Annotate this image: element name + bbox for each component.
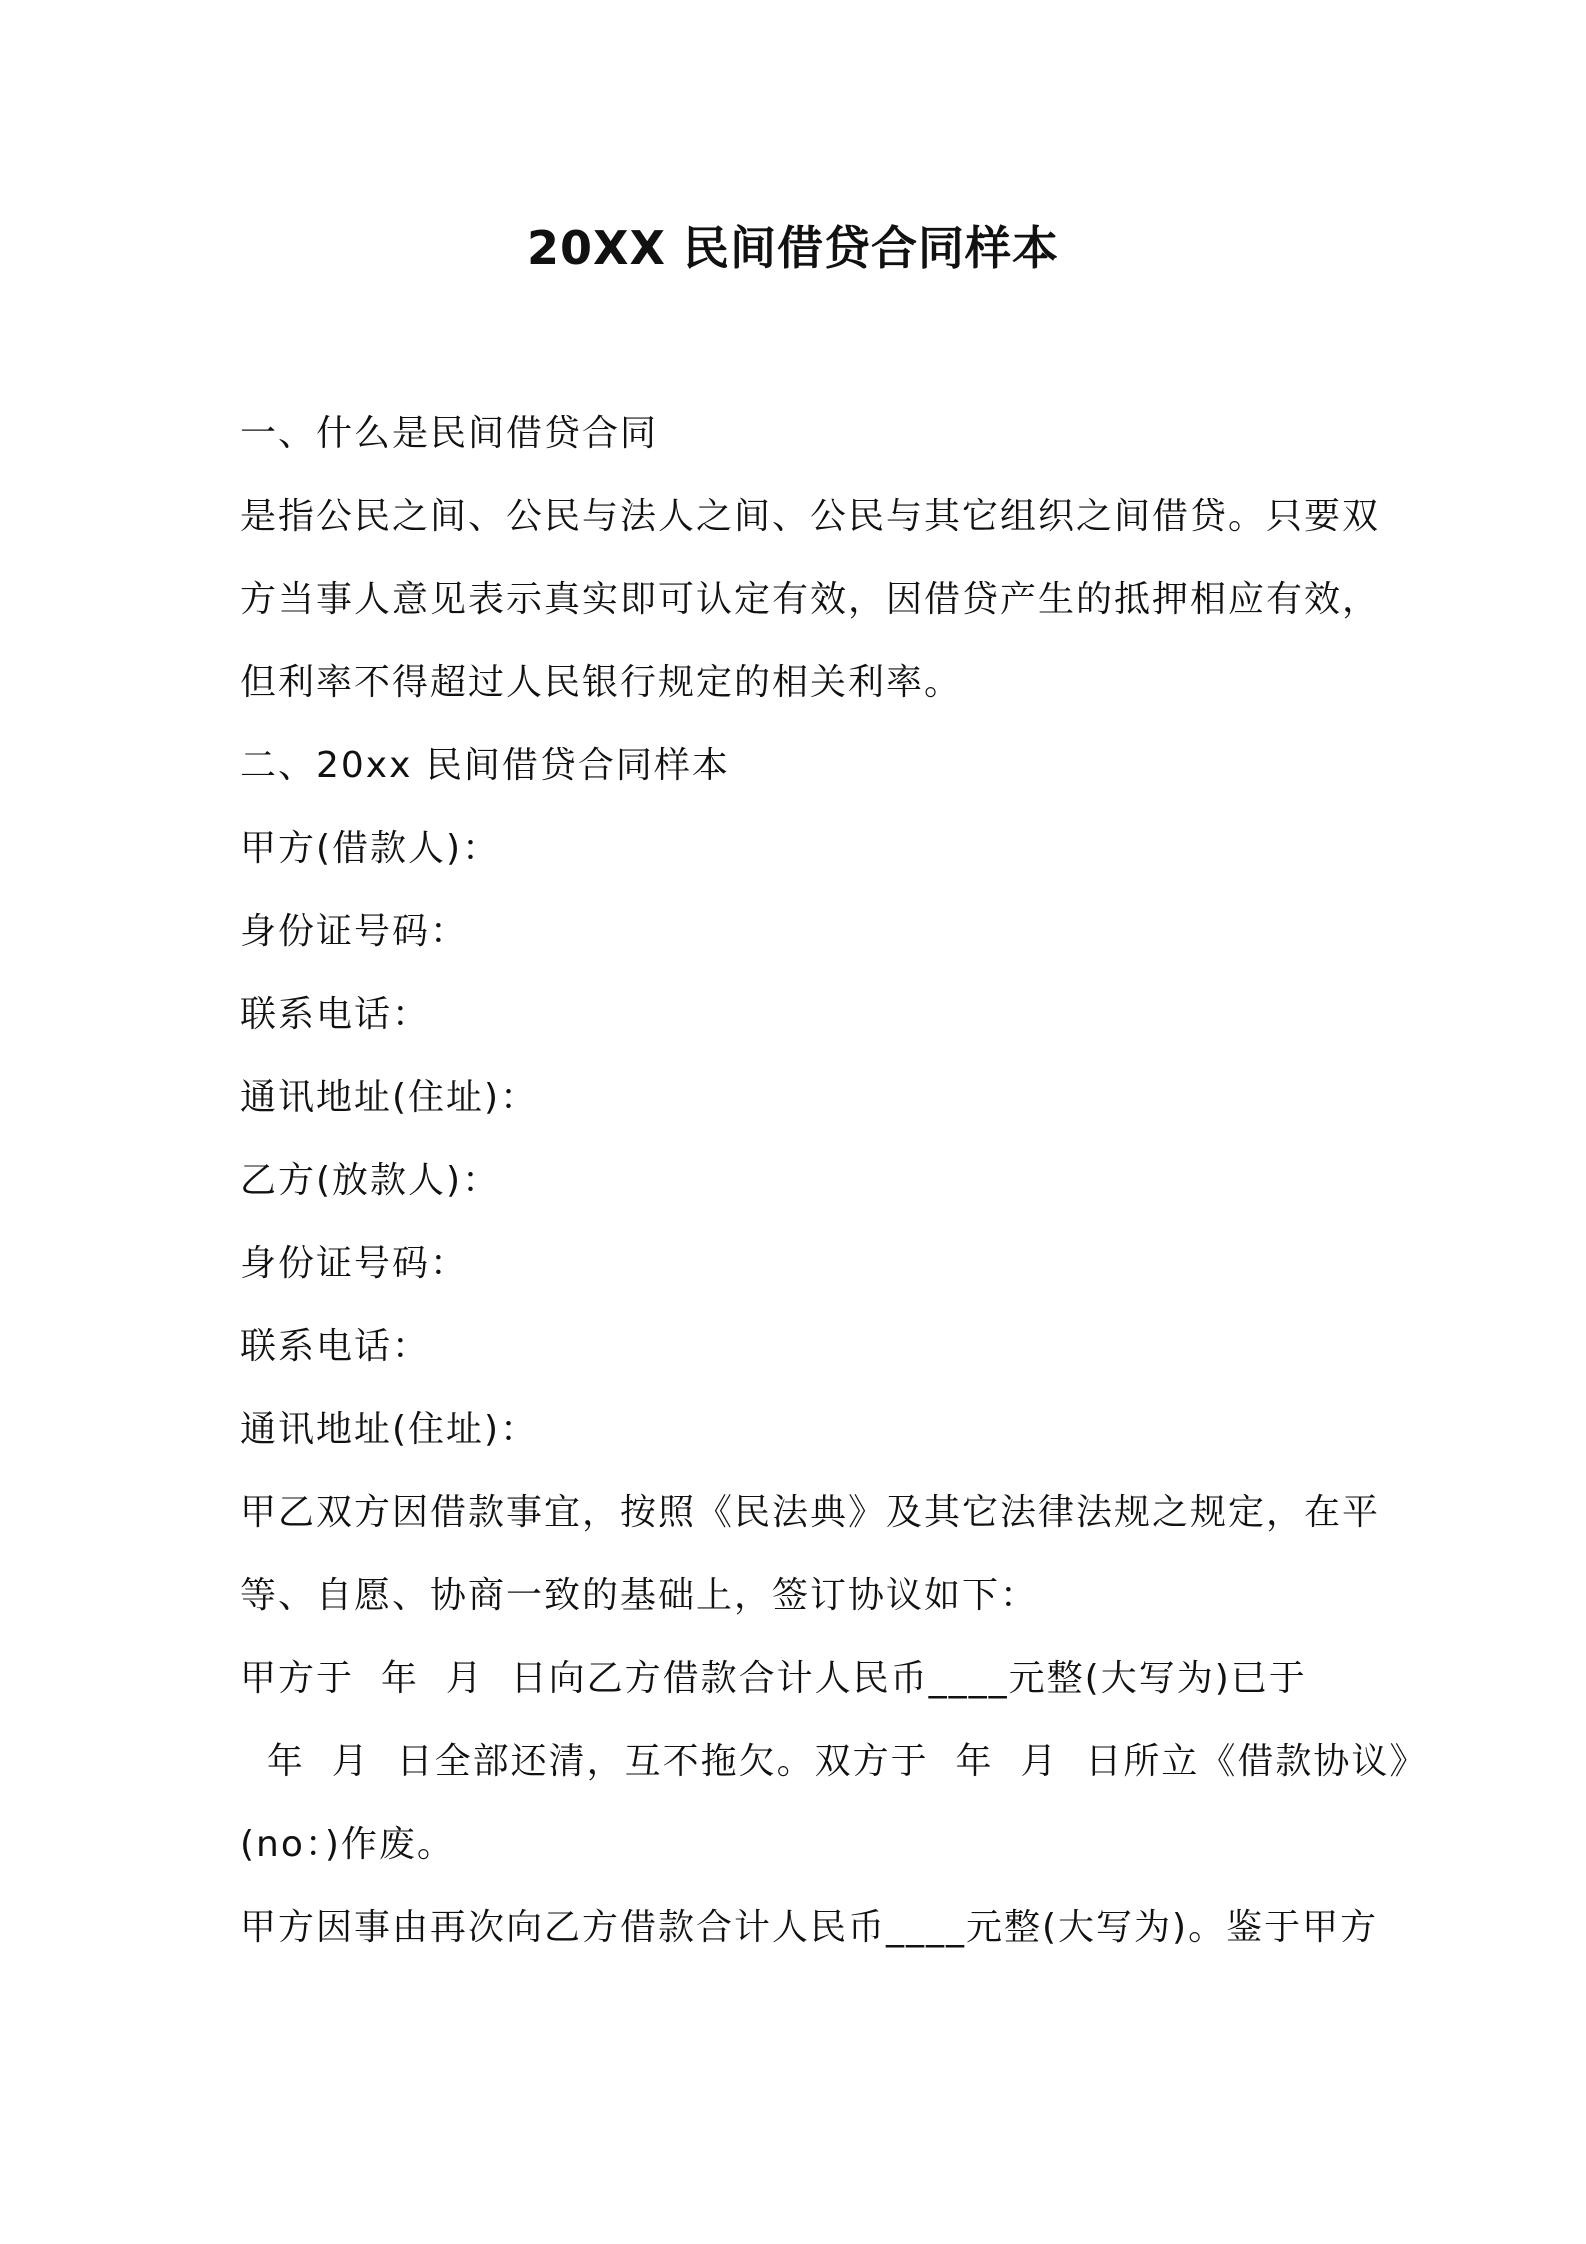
party-b-address-label: 通讯地址(住址)：	[240, 1409, 539, 1450]
paragraph-line: 等、自愿、协商一致的基础上，签订协议如下：	[240, 1575, 1039, 1616]
paragraph-line: 年 月 日全部还清，互不拖欠。双方于 年 月 日所立《借款协议》	[240, 1741, 1428, 1782]
party-b-phone-label: 联系电话：	[240, 1326, 431, 1367]
document-title: 20XX 民间借贷合同样本	[527, 221, 1059, 275]
paragraph-line: 甲乙双方因借款事宜，按照《民法典》及其它法律法规之规定，在平	[240, 1492, 1381, 1533]
paragraph-line: 甲方因事由再次向乙方借款合计人民币____元整(大写为)。鉴于甲方	[240, 1907, 1379, 1948]
paragraph-line: 甲方于 年 月 日向乙方借款合计人民币____元整(大写为)已于	[240, 1658, 1307, 1699]
party-a-borrower-label: 甲方(借款人)：	[240, 828, 501, 869]
paragraph-line: 是指公民之间、公民与法人之间、公民与其它组织之间借贷。只要双	[240, 496, 1381, 537]
paragraph-line: 方当事人意见表示真实即可认定有效，因借贷产生的抵押相应有效，	[240, 579, 1381, 620]
party-a-address-label: 通讯地址(住址)：	[240, 1077, 539, 1118]
party-b-id-number-label: 身份证号码：	[240, 1243, 469, 1284]
paragraph-line: (no：)作废。	[240, 1824, 455, 1865]
party-a-id-number-label: 身份证号码：	[240, 911, 469, 952]
paragraph-line: 但利率不得超过人民银行规定的相关利率。	[240, 662, 963, 703]
party-b-lender-label: 乙方(放款人)：	[240, 1160, 501, 1201]
party-a-phone-label: 联系电话：	[240, 994, 431, 1035]
section-heading-2: 二、20xx 民间借贷合同样本	[240, 745, 730, 786]
section-heading-1: 一、什么是民间借贷合同	[240, 413, 659, 454]
